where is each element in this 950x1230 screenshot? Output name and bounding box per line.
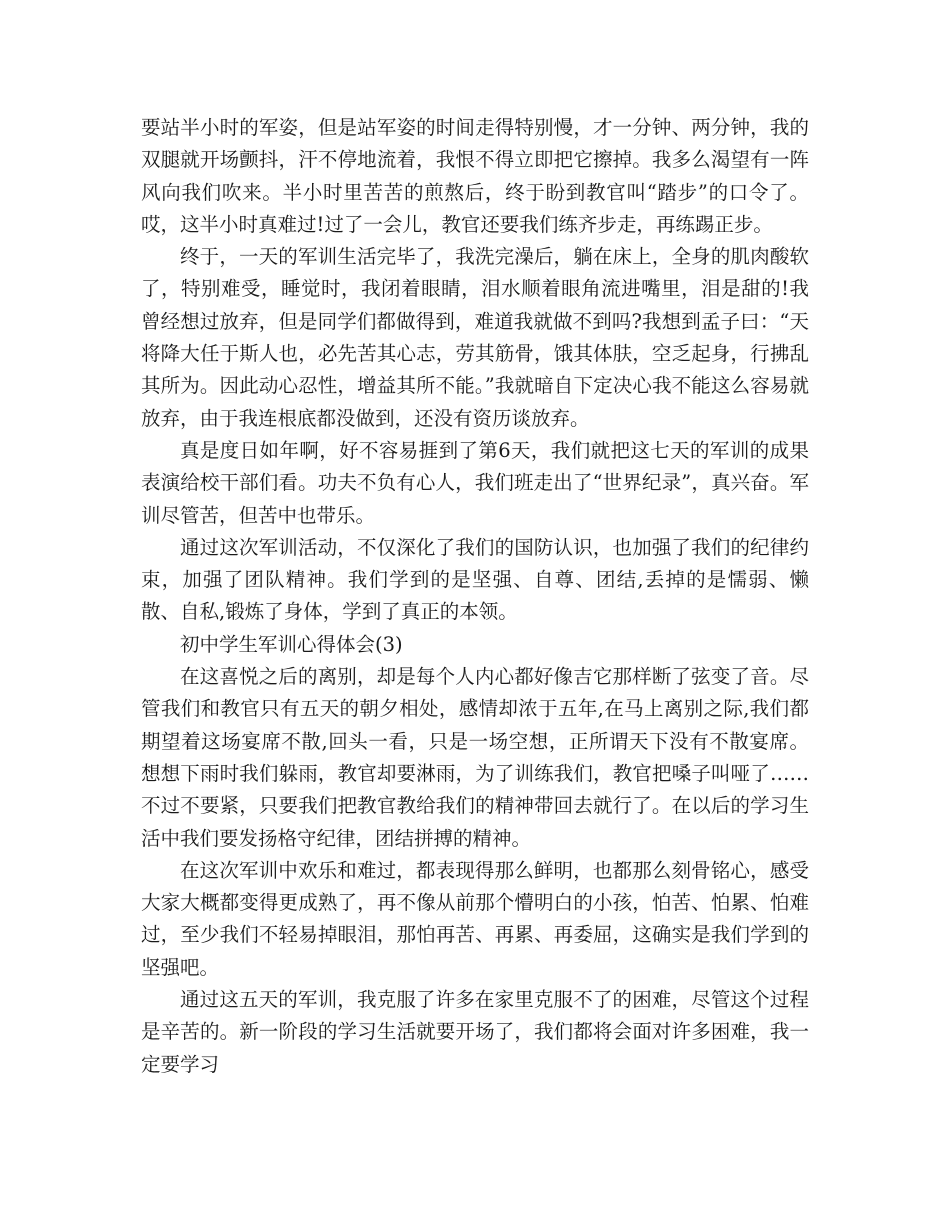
paragraph-4: 通过这次军训活动，不仅深化了我们的国防认识，也加强了我们的纪律约束，加强了团队精神。我们学到的是坚强、自尊、团结,丢掉的是懦弱、懒散、自私,锻炼了身体，学到了真正的本领。 <box>141 535 809 624</box>
section-heading: 初中学生军训心得体会(3) <box>180 632 403 656</box>
paragraph-3: 真是度日如年啊，好不容易捱到了第6天，我们就把这七天的军训的成果表演给校干部们看。功夫不负有心人，我们班走出了“世界纪录”，真兴奋。军训尽管苦，但苦中也带乐。 <box>141 438 809 527</box>
paragraph-5: 在这喜悦之后的离别，却是每个人内心都好像吉它那样断了弦变了音。尽管我们和教官只有五天的朝夕相处，感情却浓于五年,在马上离别之际,我们都期望着这场宴席不散,回头一看，只是一场空想，正所谓天下没有不散宴席。想想下雨时我们躲雨，教官却要淋雨，为了训练我们，教官把嗓子叫哑了……不过不要紧，只要我们把教官教给我们的精神带回去就行了。在以后的学习生活中我们要发扬格守纪律，团结拼搏的精神。 <box>141 665 809 850</box>
paragraph-2: 终于，一天的军训生活完毕了，我洗完澡后，躺在床上，全身的肌肉酸软了，特别难受，睡觉时，我闭着眼睛，泪水顺着眼角流进嘴里，泪是甜的!我曾经想过放弃，但是同学们都做得到，难道我就做不到吗?我想到孟子曰：“天将降大任于斯人也，必先苦其心志，劳其筋骨，饿其体肤，空乏起身，行拂乱其所为。因此动心忍性，增益其所不能。”我就暗自下定决心我不能这么容易就放弃，由于我连根底都没做到，还没有资历谈放弃。 <box>141 245 809 430</box>
paragraph-6: 在这次军训中欢乐和难过，都表现得那么鲜明，也都那么刻骨铭心，感受大家大概都变得更成熟了，再不像从前那个懵明白的小孩，怕苦、怕累、怕难过，至少我们不轻易掉眼泪，那怕再苦、再累、再委屈，这确实是我们学到的坚强吧。 <box>141 858 809 979</box>
paragraph-1: 要站半小时的军姿，但是站军姿的时间走得特别慢，才一分钟、两分钟，我的双腿就开场颤抖，汗不停地流着，我恨不得立即把它擦掉。我多么渴望有一阵风向我们吹来。半小时里苦苦的煎熬后，终于盼到教官叫“踏步”的口令了。哎，这半小时真难过!过了一会儿，教官还要我们练齐步走，再练踢正步。 <box>141 116 809 236</box>
paragraph-7: 通过这五天的军训，我克服了许多在家里克服不了的困难，尽管这个过程是辛苦的。新一阶段的学习生活就要开场了，我们都将会面对许多困难，我一定要学习 <box>141 988 809 1076</box>
document-body <box>141 112 809 1081</box>
